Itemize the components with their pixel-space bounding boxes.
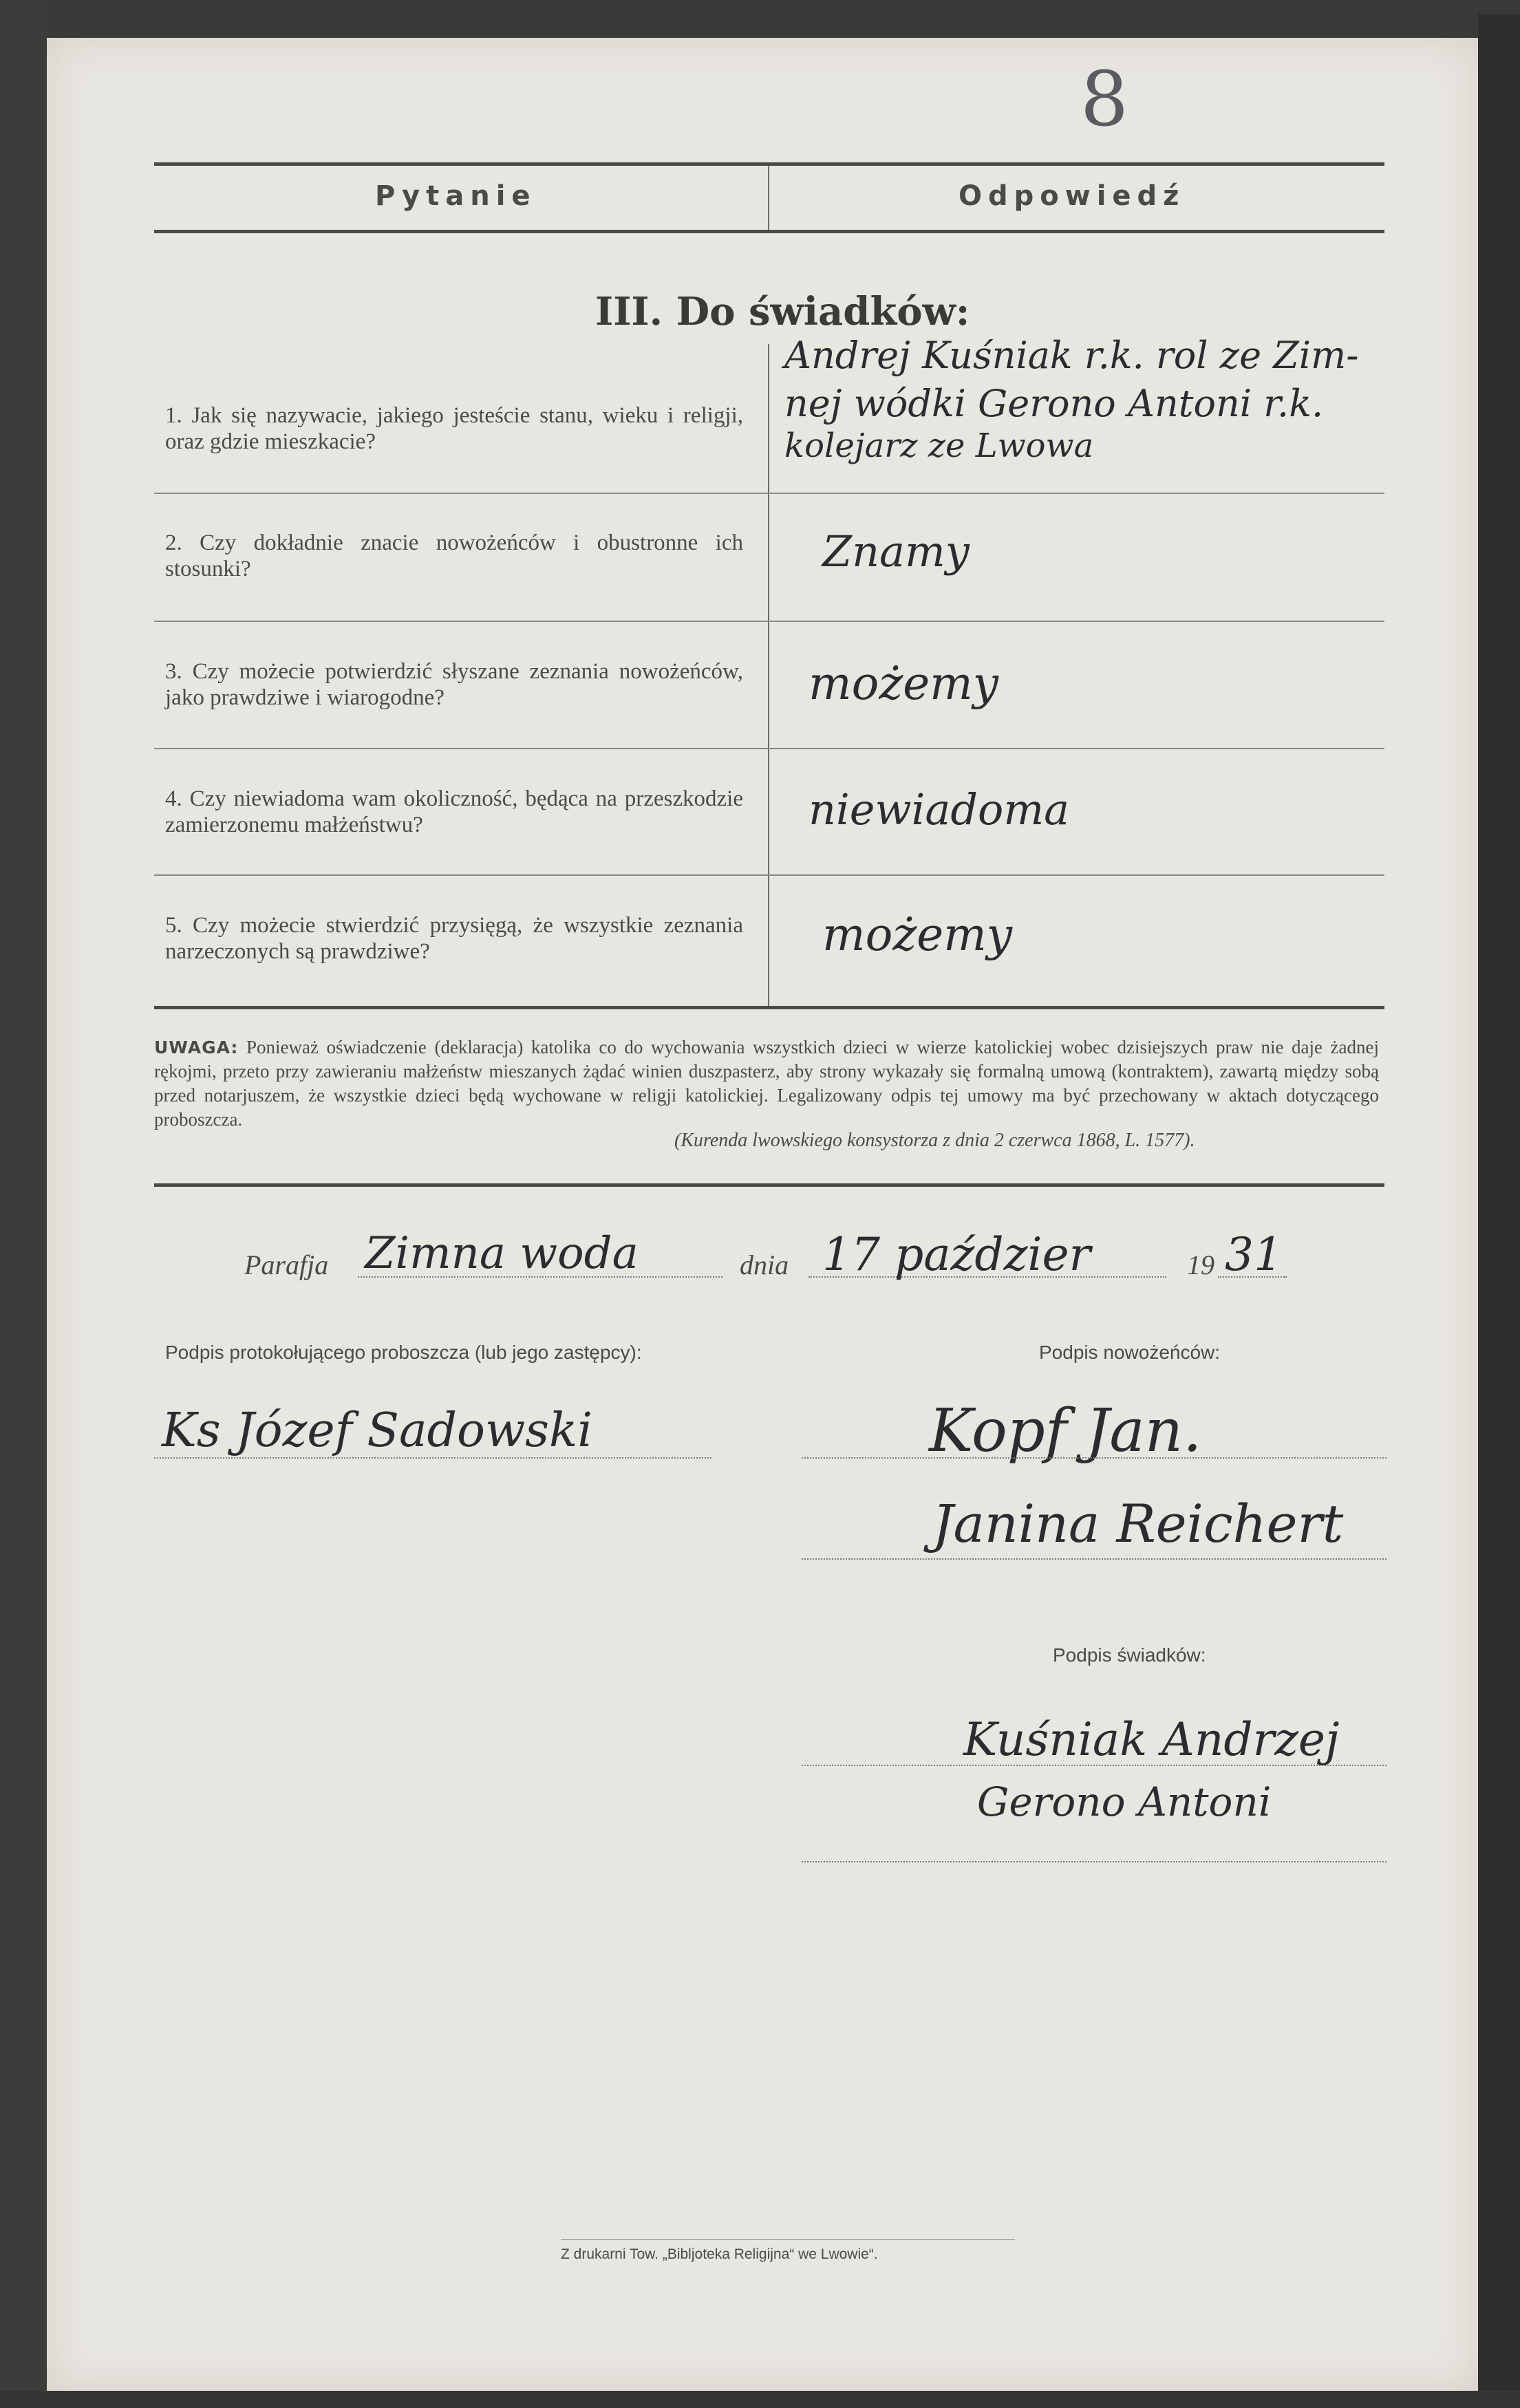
printer-footer: Z drukarni Tow. „Bibljoteka Religijna“ we Lwowie“. (561, 2246, 878, 2262)
page-number: 8 (1080, 55, 1128, 143)
year-prefix: 19 (1187, 1249, 1214, 1280)
answer-2: Znamy (822, 526, 970, 577)
question-3: 3. Czy możecie potwierdzić słyszane zeznania nowożeńców, jako prawdziwe i wiarogodne? (165, 659, 743, 710)
header-bottom-rule (154, 230, 1384, 233)
witness-1-signature: Kuśniak Andrzej (963, 1713, 1340, 1766)
answer-3: możemy (809, 657, 999, 710)
header-divider (768, 166, 769, 230)
note-source: (Kurenda lwowskiego konsystorza z dnia 2 czerwca 1868, L. 1577). (674, 1130, 1195, 1151)
answer-column-header: Odpowiedź (959, 180, 1186, 212)
scan-background-bottom (0, 2391, 1520, 2408)
witness-2-signature: Gerono Antoni (977, 1778, 1272, 1825)
question-5: 5. Czy możecie stwierdzić przysięgą, że wszystkie zeznania narzeczonych są prawdziwe? (165, 913, 743, 964)
section-title: III. Do świadków: (595, 289, 970, 334)
priest-signature-line (154, 1457, 711, 1459)
answer-4: niewiadoma (809, 784, 1070, 835)
answer-1-line-3: kolejarz ze Lwowa (784, 427, 1094, 465)
scan-background-right (1478, 14, 1520, 2408)
scan-background-left (0, 0, 47, 2408)
answer-5: możemy (822, 908, 1013, 961)
day-label: dnia (740, 1249, 789, 1280)
spouse-1-line (802, 1457, 1387, 1459)
table-bottom-rule (154, 1006, 1384, 1009)
question-1: 1. Jak się nazywacie, jakiego jesteście stanu, wieku i religji, oraz gdzie mieszkacie? (165, 403, 743, 454)
witness-2-line (802, 1861, 1387, 1862)
row-separator-2 (154, 621, 1384, 622)
answer-1-line-2: nej wódki Gerono Antoni r.k. (784, 382, 1324, 425)
answer-1-line-1: Andrej Kuśniak r.k. rol ze Zim- (784, 334, 1359, 377)
parish-label: Parafja (244, 1249, 329, 1280)
spouse-2-signature: Janina Reichert (932, 1493, 1344, 1554)
scan-background-top (0, 0, 1520, 38)
question-column-header: Pytanie (375, 180, 537, 212)
row-separator-4 (154, 874, 1384, 876)
parish-value: Zimna woda (365, 1228, 639, 1279)
witness-1-line (802, 1765, 1387, 1766)
spouse-1-signature: Kopf Jan. (929, 1397, 1202, 1465)
question-2: 2. Czy dokładnie znacie nowożeńców i obustronne ich stosunki? (165, 530, 743, 581)
note-bottom-rule (154, 1183, 1384, 1187)
table-column-divider (768, 344, 769, 1009)
question-4: 4. Czy niewiadoma wam okoliczność, będąca na przeszkodzie zamierzonemu małżeństwu? (165, 786, 743, 837)
row-separator-3 (154, 748, 1384, 749)
day-value: 17 paździer (822, 1228, 1091, 1281)
priest-signature: Ks Józef Sadowski (162, 1404, 593, 1458)
note-block (154, 1035, 1379, 1132)
priest-signature-label: Podpis protokołującego proboszcza (lub jego zastępcy): (165, 1342, 642, 1363)
witnesses-signature-label: Podpis świadków: (1053, 1644, 1206, 1666)
spouse-2-line (802, 1558, 1387, 1560)
footer-rule (561, 2239, 1015, 2240)
spouses-signature-label: Podpis nowożeńców: (1039, 1342, 1221, 1363)
row-separator-1 (154, 493, 1384, 494)
header-top-rule (154, 162, 1384, 166)
year-value: 31 (1225, 1228, 1283, 1281)
note-label: UWAGA: (154, 1038, 239, 1057)
note-text: Ponieważ oświadczenie (deklaracja) katolika co do wychowania wszystkich dzieci w wierze katolickiej wobec dzisiejszych praw nie daje żadnej rękojmi, przeto przy zawieraniu małżeństw mieszanych żądać winien duszpasterz, aby strony wykazały się formalną umową (kontraktem), zawartą między sobą przed notarjuszem, że wszystkie dzieci będą wychowane w religji katolickiej. Legalizowany odpis tej umowy ma być przechowany w aktach dotyczącego proboszcza. (154, 1037, 1380, 1130)
